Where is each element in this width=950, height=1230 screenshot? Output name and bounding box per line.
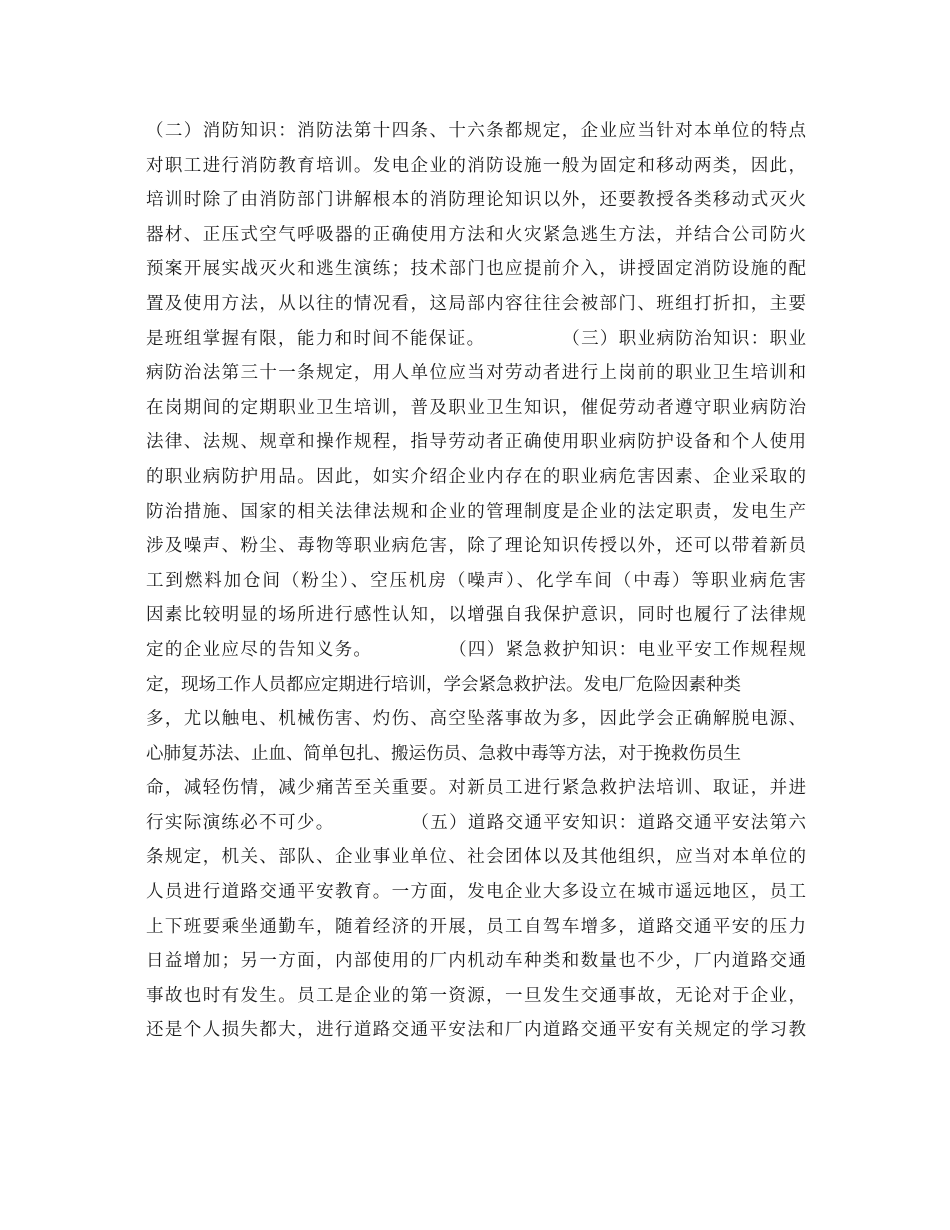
text-line: 涉及噪声、粉尘、毒物等职业病危害，除了理论知识传授以外，还可以带着新员 bbox=[146, 536, 806, 557]
text-line: 人员进行道路交通平安教育。一方面，发电企业大多设立在城市遥远地区，员工 bbox=[146, 882, 806, 903]
text-line: 是班组掌握有限，能力和时间不能保证。 （三）职业病防治知识：职业 bbox=[146, 328, 806, 349]
text-line: 多，尤以触电、机械伤害、灼伤、高空坠落事故为多，因此学会正确解脱电源、 bbox=[146, 709, 806, 730]
text-line: 预案开展实战灭火和逃生演练；技术部门也应提前介入，讲授固定消防设施的配 bbox=[146, 259, 806, 280]
text-line: 对职工进行消防教育培训。发电企业的消防设施一般为固定和移动两类，因此， bbox=[146, 155, 806, 176]
text-line: 事故也时有发生。员工是企业的第一资源，一旦发生交通事故，无论对于企业， bbox=[146, 985, 806, 1006]
text-line: 置及使用方法，从以往的情况看，这局部内容往往会被部门、班组打折扣，主要 bbox=[146, 293, 806, 314]
text-line: 工到燃料加仓间（粉尘）、空压机房（噪声）、化学车间（中毒）等职业病危害 bbox=[146, 570, 806, 591]
body-text bbox=[146, 114, 806, 1048]
text-line: （二）消防知识：消防法第十四条、十六条都规定，企业应当针对本单位的特点 bbox=[146, 121, 806, 141]
text-line: 定，现场工作人员都应定期进行培训，学会紧急救护法。发电厂危险因素种类 bbox=[146, 674, 741, 695]
text-line: 在岗期间的定期职业卫生培训，普及职业卫生知识，催促劳动者遵守职业病防治 bbox=[146, 397, 806, 418]
text-line: 定的企业应尽的告知义务。 （四）紧急救护知识：电业平安工作规程规 bbox=[146, 639, 806, 660]
text-line: 器材、正压式空气呼吸器的正确使用方法和火灾紧急逃生方法，并结合公司防火 bbox=[146, 224, 806, 245]
text-line: 上下班要乘坐通勤车，随着经济的开展，员工自驾车增多，道路交通平安的压力 bbox=[146, 916, 806, 937]
text-line: 培训时除了由消防部门讲解根本的消防理论知识以外，还要教授各类移动式灭火 bbox=[146, 190, 806, 211]
text-line: 条规定，机关、部队、企业事业单位、社会团体以及其他组织，应当对本单位的 bbox=[146, 847, 806, 868]
text-line: 行实际演练必不可少。 （五）道路交通平安知识：道路交通平安法第六 bbox=[146, 812, 806, 833]
text-line: 病防治法第三十一条规定，用人单位应当对劳动者进行上岗前的职业卫生培训和 bbox=[146, 363, 806, 384]
text-line: 心肺复苏法、止血、简单包扎、搬运伤员、急救中毒等方法，对于挽救伤员生 bbox=[146, 743, 741, 764]
text-line: 法律、法规、规章和操作规程，指导劳动者正确使用职业病防护设备和个人使用 bbox=[146, 432, 806, 453]
text-line: 因素比较明显的场所进行感性认知，以增强自我保护意识，同时也履行了法律规 bbox=[146, 605, 806, 626]
text-line: 还是个人损失都大，进行道路交通平安法和厂内道路交通平安有关规定的学习教 bbox=[146, 1020, 806, 1041]
text-line: 防治措施、国家的相关法律法规和企业的管理制度是企业的法定职责，发电生产 bbox=[146, 501, 806, 522]
text-line: 命，减轻伤情，减少痛苦至关重要。对新员工进行紧急救护法培训、取证，并进 bbox=[146, 778, 806, 799]
text-line: 的职业病防护用品。因此，如实介绍企业内存在的职业病危害因素、企业采取的 bbox=[146, 466, 806, 487]
text-line: 日益增加；另一方面，内部使用的厂内机动车种类和数量也不少，厂内道路交通 bbox=[146, 951, 806, 972]
